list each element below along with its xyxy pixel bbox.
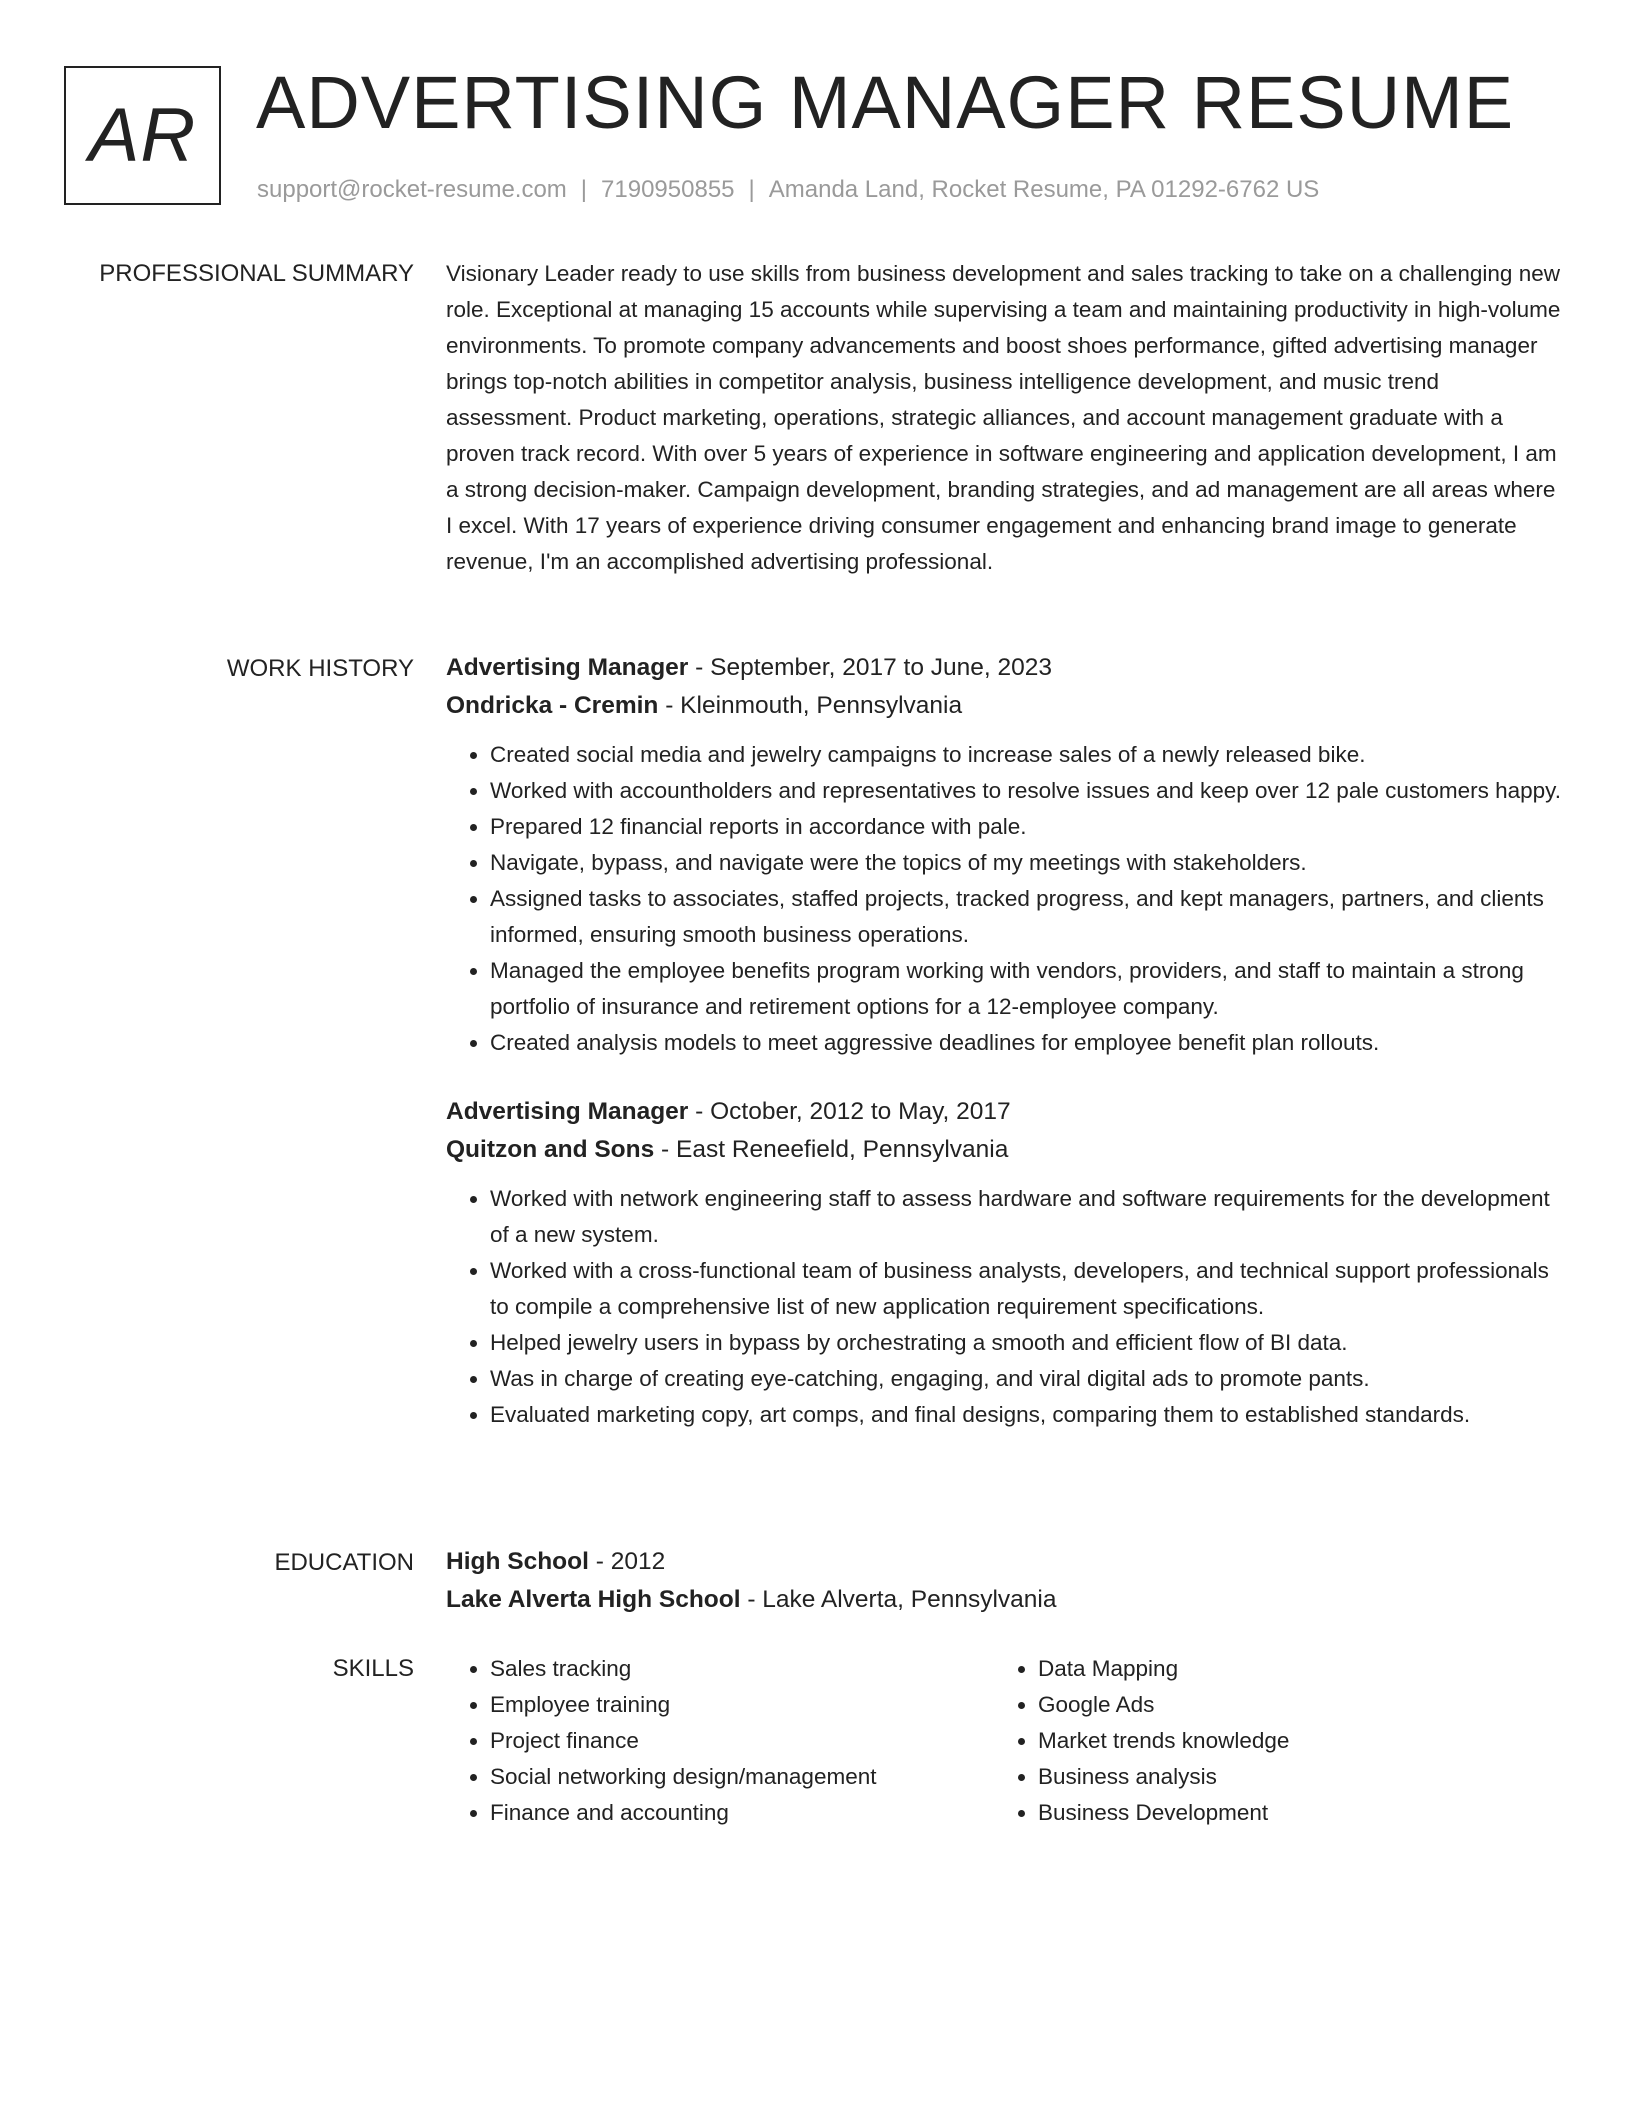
job-bullet: • Navigate, bypass, and navigate were the topics of my meetings with stakeholders. — [490, 845, 1566, 881]
job-title: Advertising Manager — [446, 654, 689, 681]
job-bullet: • Prepared 12 financial reports in accordance with pale. — [490, 809, 1566, 845]
job-bullet: • Worked with network engineering staff to assess hardware and software requirements for the development of a new system. — [490, 1181, 1566, 1253]
education-year: - 2012 — [588, 1548, 666, 1575]
resume-title: ADVERTISING MANAGER RESUME — [256, 61, 1515, 144]
job-bullet: • Was in charge of creating eye-catching, engaging, and viral digital ads to promote pants. — [490, 1361, 1566, 1397]
contact-address: Amanda Land, Rocket Resume, PA 01292-6762 US — [768, 176, 1320, 203]
job-dates: - September, 2017 to June, 2023 — [688, 654, 1053, 681]
work-history-label: WORK HISTORY — [226, 655, 414, 682]
job-dates: - October, 2012 to May, 2017 — [688, 1098, 1011, 1125]
job-company-line — [446, 1131, 1566, 1169]
contact-line — [257, 175, 1319, 205]
job-entry — [446, 1093, 1566, 1433]
education-school: Lake Alverta High School — [446, 1586, 741, 1613]
job-title-line — [446, 1093, 1566, 1131]
skill-item: • Google Ads — [1038, 1687, 1542, 1723]
job-title: Advertising Manager — [446, 1098, 689, 1125]
job-bullet: • Managed the employee benefits program working with vendors, providers, and staff to maintain a strong portfolio of insurance and retirement options for a 12-employee company. — [490, 953, 1566, 1025]
summary-label: PROFESSIONAL SUMMARY — [99, 260, 414, 287]
summary-body — [446, 256, 1566, 580]
education-degree-line — [446, 1543, 1566, 1581]
contact-separator: | — [748, 176, 755, 203]
skill-item: • Employee training — [490, 1687, 994, 1723]
monogram-logo — [64, 66, 221, 205]
education-location: - Lake Alverta, Pennsylvania — [740, 1586, 1057, 1613]
job-location: - East Reneefield, Pennsylvania — [654, 1136, 1009, 1163]
education-degree: High School — [446, 1548, 589, 1575]
job-bullet-list — [446, 1181, 1566, 1433]
job-entry — [446, 649, 1566, 1061]
monogram-initials: AR — [88, 93, 197, 178]
contact-phone[interactable]: 7190950855 — [601, 176, 735, 203]
job-bullet: • Assigned tasks to associates, staffed projects, tracked progress, and kept managers, partners, and clients informed, ensuring smooth business operations. — [490, 881, 1566, 953]
contact-separator: | — [580, 176, 588, 203]
work-history-body — [446, 649, 1566, 1433]
job-title-line — [446, 649, 1566, 687]
job-bullet: • Evaluated marketing copy, art comps, and final designs, comparing them to established standards. — [490, 1397, 1566, 1433]
skill-item: • Business Development — [1038, 1795, 1542, 1831]
contact-email[interactable]: support@rocket-resume.com — [257, 176, 567, 203]
job-bullet: • Created social media and jewelry campaigns to increase sales of a newly released bike. — [490, 737, 1566, 773]
job-bullet: • Created analysis models to meet aggressive deadlines for employee benefit plan rollouts. — [490, 1025, 1566, 1061]
job-bullet: • Helped jewelry users in bypass by orchestrating a smooth and efficient flow of BI data. — [490, 1325, 1566, 1361]
skills-list-right — [994, 1651, 1542, 1831]
skill-item: • Project finance — [490, 1723, 994, 1759]
skills-columns — [446, 1651, 1566, 1831]
job-location: - Kleinmouth, Pennsylvania — [658, 692, 963, 719]
job-bullet-list — [446, 737, 1566, 1061]
skill-item: • Finance and accounting — [490, 1795, 994, 1831]
job-bullet: • Worked with accountholders and representatives to resolve issues and keep over 12 pale customers happy. — [490, 773, 1566, 809]
skills-label: SKILLS — [332, 1655, 414, 1682]
skills-body — [446, 1651, 1566, 1831]
summary-text: Visionary Leader ready to use skills from business development and sales tracking to take on a challenging new role. Exceptional at managing 15 accounts while supervising a team and maintaining productivity in high-volume environments. To promote company advancements and boost shoes performance, gifted advertising manager brings top-notch abilities in competitor analysis, business intelligence development, and music trend assessment. Product marketing, operations, strategic alliances, and account management graduate with a proven track record. With over 5 years of experience in software engineering and application development, I am a strong decision-maker. Campaign development, branding strategies, and ad management are all areas where I excel. With 17 years of experience driving consumer engagement and enhancing brand image to generate revenue, I'm an accomplished advertising professional. — [446, 261, 1561, 574]
education-body — [446, 1543, 1566, 1619]
skill-item: • Data Mapping — [1038, 1651, 1542, 1687]
skills-list-left — [446, 1651, 994, 1831]
job-company: Ondricka - Cremin — [446, 692, 659, 719]
skill-item: • Market trends knowledge — [1038, 1723, 1542, 1759]
education-label: EDUCATION — [274, 1549, 414, 1576]
skill-item: • Sales tracking — [490, 1651, 994, 1687]
skill-item: • Social networking design/management — [490, 1759, 994, 1795]
job-bullet: • Worked with a cross-functional team of business analysts, developers, and technical support professionals to compile a comprehensive list of new application requirement specifications. — [490, 1253, 1566, 1325]
skill-item: • Business analysis — [1038, 1759, 1542, 1795]
job-company-line — [446, 687, 1566, 725]
education-school-line — [446, 1581, 1566, 1619]
job-company: Quitzon and Sons — [446, 1136, 655, 1163]
